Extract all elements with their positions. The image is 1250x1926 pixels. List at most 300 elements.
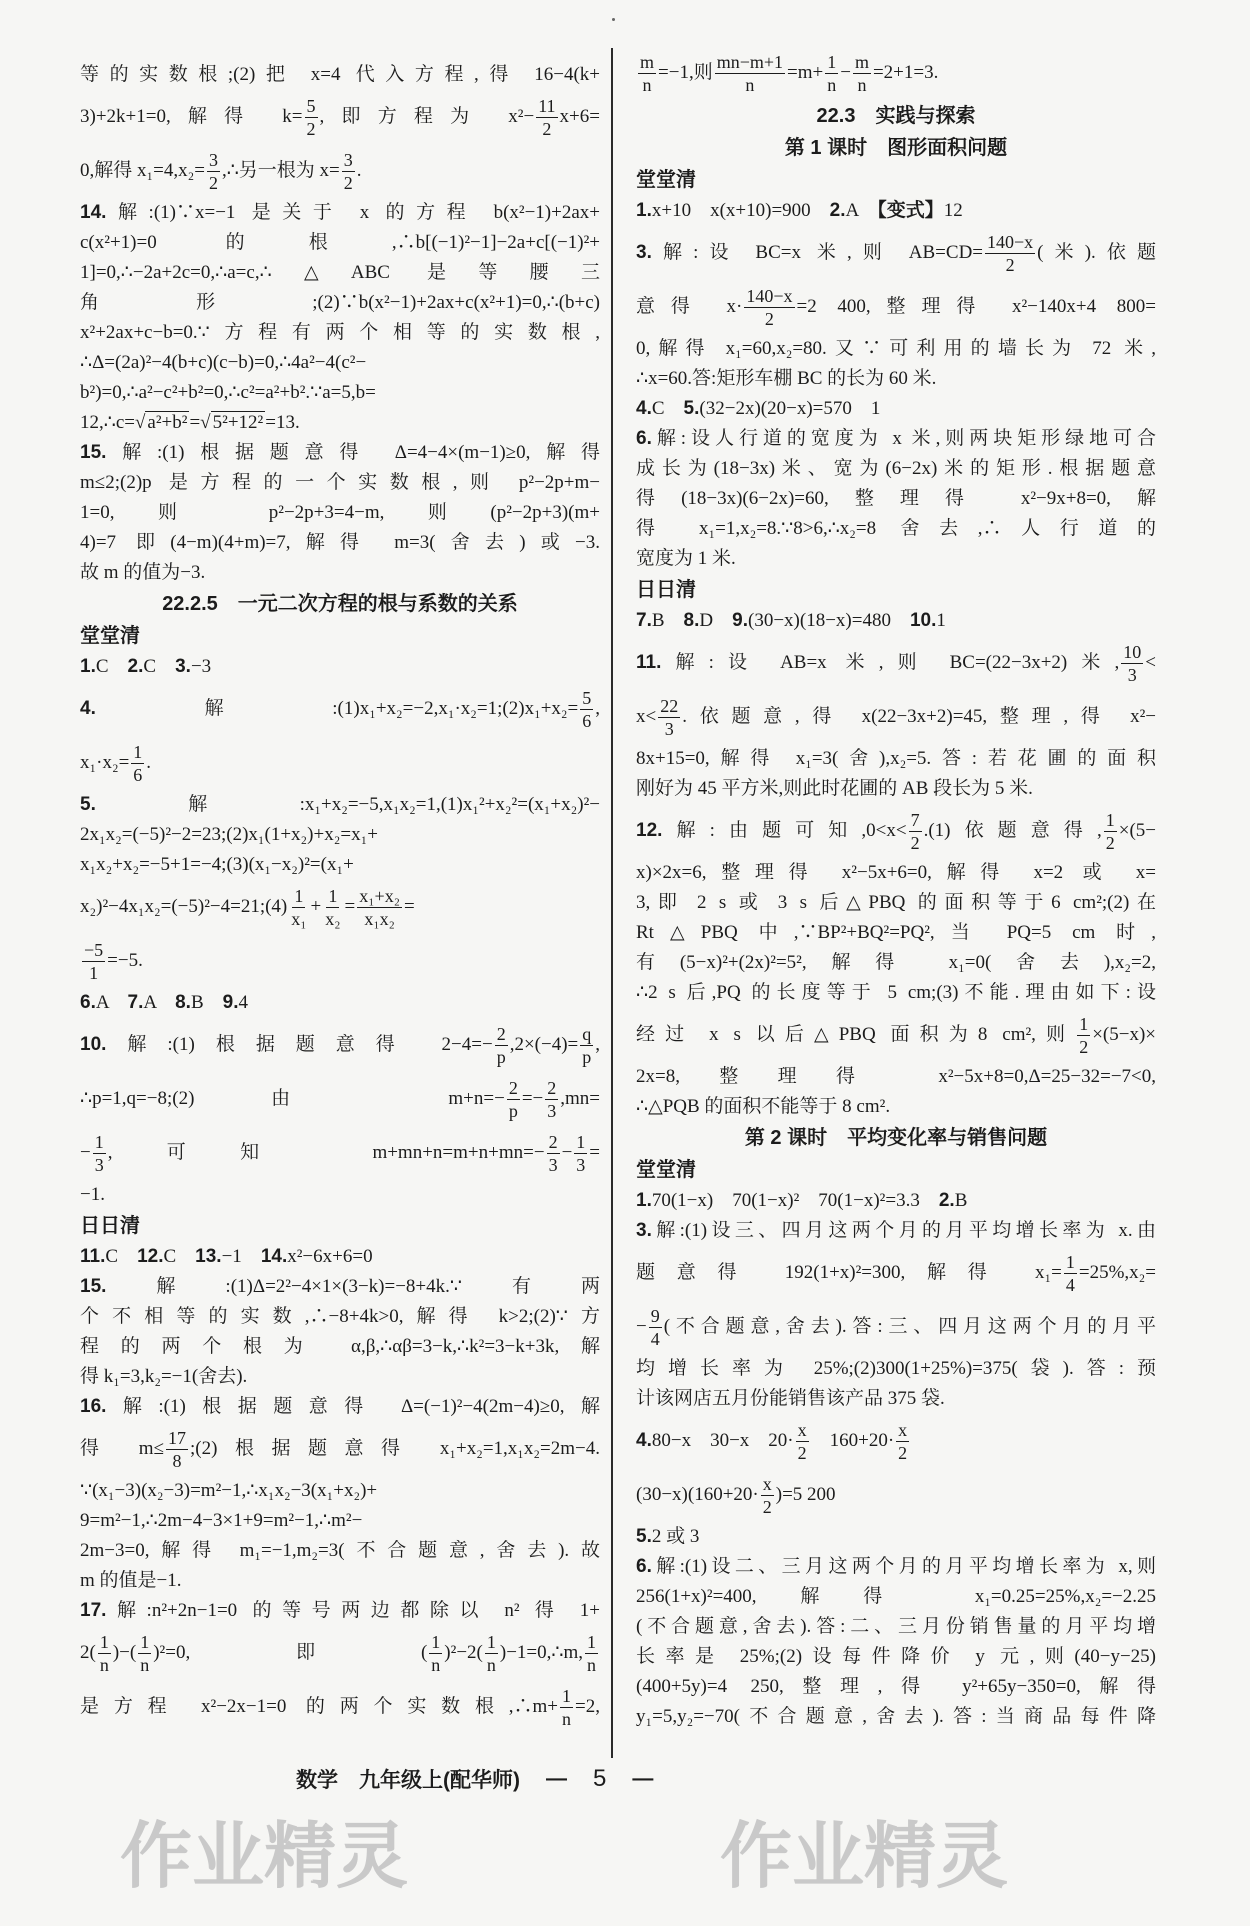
text-run: x+6= — [559, 106, 600, 127]
question-number: 3. — [175, 656, 191, 677]
fraction-numerator: 10 — [1123, 642, 1142, 663]
text-line — [636, 1522, 1156, 1552]
text-run: −3 — [190, 656, 212, 677]
text-line — [636, 1414, 1156, 1468]
text-run: 解:(1)根据题意得 Δ=4−4×(m−1)≥0,解得 — [106, 442, 600, 463]
page-footer — [296, 1764, 653, 1794]
text-line — [80, 1072, 600, 1126]
footer-dash-right: — — [632, 1767, 654, 1790]
fraction-denominator: 2 — [343, 173, 353, 194]
text-line — [80, 652, 600, 682]
fraction-denominator: 3 — [548, 1155, 558, 1176]
text-run: 题意得 192(1+x)²=300,解得 x₁= — [636, 1262, 1062, 1283]
fraction — [82, 939, 105, 984]
text-line — [636, 394, 1156, 424]
fraction-denominator: 2 — [208, 173, 218, 194]
fraction-denominator: 2 — [1005, 255, 1015, 276]
text-run: x₁·x₂= — [80, 752, 130, 773]
answer-paragraph — [80, 1018, 600, 1210]
fraction — [574, 1131, 587, 1176]
text-run: 是方程 x²−2x−1=0 的两个实数根,∴m+ — [80, 1696, 559, 1717]
fraction-denominator: 2 — [898, 1443, 908, 1464]
fraction — [495, 1023, 508, 1068]
text-run: 得 m≤ — [80, 1438, 165, 1459]
fraction-denominator: 3 — [1127, 665, 1137, 686]
answer-paragraph — [80, 652, 600, 682]
fraction — [166, 1427, 188, 1472]
question-number: 9. — [222, 992, 239, 1013]
text-run: )²=0,即( — [153, 1642, 428, 1663]
text-line — [80, 288, 600, 318]
text-run: −1 — [221, 1246, 261, 1267]
text-run: − — [840, 62, 851, 83]
text-line — [636, 1552, 1156, 1582]
text-line — [80, 528, 600, 558]
fraction-numerator: 2 — [547, 1078, 557, 1099]
answer-paragraph — [636, 606, 1156, 636]
fraction — [715, 51, 785, 96]
text-run: =2, — [575, 1696, 600, 1717]
section-heading: 22.2.5 一元二次方程的根与系数的关系 — [162, 593, 518, 615]
fraction-denominator: 6 — [582, 711, 592, 732]
text-line — [80, 1126, 600, 1180]
text-line — [636, 690, 1156, 744]
fraction-numerator: 11 — [538, 96, 556, 117]
text-line — [636, 484, 1156, 514]
fraction-numerator: 22 — [660, 696, 679, 717]
text-run: ,可知 m+mn+n=m+n+mn=− — [107, 1142, 545, 1163]
fraction-numerator: 5 — [306, 96, 316, 117]
fraction — [429, 1631, 442, 1676]
question-number: 【变式】 — [877, 200, 944, 221]
text-line — [80, 258, 600, 288]
text-run: 8x+15=0,解得 x₁=3(舍),x₂=5.答:若花圃的面积 — [636, 748, 1156, 769]
text-line — [80, 144, 600, 198]
text-run: 2x=8,整理得 x²−5x+8=0,Δ=25−32=−7<0, — [636, 1066, 1156, 1087]
answer-paragraph — [636, 1186, 1156, 1216]
text-run: (30−x)(18−x)=480 — [748, 610, 910, 631]
text-run: (32−2x)(20−x)=570 1 — [699, 398, 881, 419]
text-run: 解:(1)∵x=−1 是关于 x 的方程 b(x²−1)+2ax+ — [106, 202, 600, 223]
text-run: 计该网店五月份能销售该产品 375 袋. — [636, 1388, 945, 1409]
text-run: m 的值是−1. — [80, 1570, 182, 1591]
fraction — [305, 95, 318, 140]
text-line — [80, 1626, 600, 1680]
text-run: x₂)²−4x₁x₂=(−5)²−4=21;(4) — [80, 896, 288, 917]
text-run: x+10 x(x+10)=900 — [651, 200, 830, 221]
text-line — [80, 1362, 600, 1392]
question-number: 17. — [80, 1600, 107, 1621]
text-run: =−5. — [107, 950, 143, 971]
text-run: ,mn= — [560, 1088, 600, 1109]
fraction-denominator: 4 — [1065, 1275, 1075, 1296]
text-line — [636, 636, 1156, 690]
text-run: ,∴另一根为 x= — [221, 160, 340, 181]
text-run: C — [95, 656, 128, 677]
section-heading: 第 1 课时 图形面积问题 — [784, 137, 1008, 159]
text-run: 宽度为 1 米. — [636, 548, 736, 569]
text-run: C — [651, 398, 684, 419]
fraction — [560, 1685, 573, 1730]
answer-paragraph — [80, 1272, 600, 1392]
text-run: 个不相等的实数,∴−8+4k>0,解得 k>2;(2)∵方 — [80, 1306, 600, 1327]
text-line — [636, 1384, 1156, 1414]
text-run: + — [310, 896, 322, 917]
fraction-numerator: 1 — [1065, 1252, 1075, 1273]
text-run: x₁x₂+x₂=−5+1=−4;(3)(x₁−x₂)²=(x₁+ — [80, 854, 354, 875]
text-run: x²−6x+6=0 — [287, 1246, 373, 1267]
fraction-numerator: 2 — [496, 1024, 506, 1045]
fraction-numerator: 1 — [576, 1132, 586, 1153]
text-line — [636, 226, 1156, 280]
text-run: 刚好为 45 平方米,则此时花圃的 AB 段长为 5 米. — [636, 778, 1033, 799]
question-number: 6. — [636, 1556, 652, 1577]
text-run: ;(2)根据题意得 x₁+x₂=1,x₁x₂=2m−4. — [190, 1438, 600, 1459]
question-number: 1. — [636, 200, 652, 221]
text-run: ∴2 s 后,PQ 的长度等于 5 cm;(3)不能.理由如下:设 — [636, 982, 1156, 1003]
text-run: 经过 x s 以后△PBQ 面积为8 cm²,则 — [636, 1024, 1076, 1045]
fraction-denominator: n — [431, 1655, 441, 1676]
text-run: −1. — [80, 1184, 105, 1205]
fraction — [342, 149, 355, 194]
text-line — [80, 1476, 600, 1506]
text-line — [80, 880, 600, 934]
text-run: =m+ — [787, 62, 824, 83]
text-line — [80, 198, 600, 228]
text-run: ∴x=60.答:矩形车棚 BC 的长为 60 米. — [636, 368, 937, 389]
text-run: )²−2( — [444, 1642, 483, 1663]
text-run: , — [595, 1034, 600, 1055]
fraction-denominator: 2 — [542, 119, 552, 140]
text-run: 解:(1)x₁+x₂=−2,x₁·x₂=1;(2)x₁+x₂= — [95, 698, 579, 719]
question-number: 15. — [80, 442, 107, 463]
fraction — [1077, 1013, 1090, 1058]
text-run: 3,即 2 s 或 3 s 后△PBQ 的面积等于6 cm²;(2)在 — [636, 892, 1156, 913]
text-run: 0,解得 x₁=4,x₂= — [80, 160, 205, 181]
answer-paragraph — [636, 636, 1156, 804]
text-run: =2+1=3. — [872, 62, 939, 83]
fraction-numerator: 140−x — [746, 286, 793, 307]
text-line — [80, 1302, 600, 1332]
question-number: 10. — [80, 1034, 107, 1055]
fraction-numerator: 7 — [910, 810, 920, 831]
text-line — [80, 820, 600, 850]
question-number: 10. — [909, 610, 937, 631]
answer-paragraph — [636, 1216, 1156, 1414]
question-number: 5. — [683, 398, 700, 419]
text-run: 12,∴c=√ — [80, 412, 146, 433]
fraction-numerator: 9 — [650, 1306, 660, 1327]
text-run: A — [845, 200, 878, 221]
fraction-denominator: p — [496, 1047, 506, 1068]
fraction-numerator: 1 — [562, 1686, 572, 1707]
fraction-numerator: x — [797, 1420, 807, 1441]
text-run: y₁=5,y₂=−70(不合题意,舍去).答:当商品每件降 — [636, 1706, 1156, 1727]
text-run: 1 — [936, 610, 946, 631]
fraction-numerator: 3 — [208, 150, 218, 171]
question-number: 3. — [636, 1220, 652, 1241]
text-line — [636, 424, 1156, 454]
text-line — [636, 774, 1156, 804]
fraction — [580, 687, 593, 732]
answer-paragraph — [636, 226, 1156, 394]
footer-subject: 数学 九年级上(配华师) — [296, 1769, 520, 1792]
fraction-denominator: x₂ — [325, 909, 341, 930]
text-line — [636, 1246, 1156, 1300]
text-run: (不合题意,舍去).答:三、四月这两个月的月平 — [663, 1316, 1156, 1337]
text-run: (400+5y)=4 250,整理,得 y²+65y−350=0,解得 — [636, 1676, 1156, 1697]
text-run: B — [190, 992, 223, 1013]
answer-paragraph — [80, 988, 600, 1018]
text-run: A — [95, 992, 128, 1013]
fraction — [825, 51, 838, 96]
fraction-denominator: 1 — [89, 963, 99, 984]
text-run: . — [356, 160, 362, 181]
fraction-numerator: mn−m+1 — [716, 52, 784, 73]
fraction — [985, 231, 1035, 276]
text-run: 故 m 的值为−3. — [80, 562, 206, 583]
text-line — [636, 1354, 1156, 1384]
text-run: ∴Δ=(2a)²−4(b+c)(c−b)=0,∴4a²−4(c²− — [80, 352, 367, 373]
answer-paragraph — [80, 1392, 600, 1596]
fraction-numerator: m — [640, 52, 655, 73]
fraction-numerator: m — [854, 52, 869, 73]
text-line — [636, 1062, 1156, 1092]
answer-paragraph — [80, 790, 600, 988]
answer-paragraph — [80, 60, 600, 198]
question-number: 6. — [636, 428, 652, 449]
fraction — [98, 1631, 111, 1676]
text-run: 解:(1)设二、三月这两个月的月平均增长率为 x,则 — [651, 1556, 1156, 1577]
text-line — [636, 1702, 1156, 1732]
text-run: 解:由题可知,0<x< — [662, 820, 907, 841]
question-number: 4. — [80, 698, 96, 719]
fraction — [507, 1077, 520, 1122]
text-run: B — [954, 1190, 968, 1211]
fraction — [1104, 809, 1117, 854]
text-run: 解:x₁+x₂=−5,x₁x₂=1,(1)x₁²+x₂²=(x₁+x₂)²− — [95, 794, 600, 815]
fraction-numerator: 140−x — [987, 232, 1034, 253]
answer-paragraph — [80, 682, 600, 790]
fraction-numerator: 1 — [827, 52, 837, 73]
fraction-numerator: 1 — [94, 1132, 104, 1153]
question-number: 6. — [80, 992, 96, 1013]
text-line — [80, 468, 600, 498]
text-run: )=5 200 — [775, 1484, 836, 1505]
question-number: 12. — [137, 1246, 164, 1267]
text-line — [636, 514, 1156, 544]
text-run: =2 400,整理得 x²−140x+4 800= — [796, 296, 1156, 317]
footer-dash-left: — — [546, 1767, 567, 1790]
text-run: . — [146, 752, 152, 773]
fraction-denominator: n — [827, 75, 837, 96]
text-run: ×(5−x)× — [1092, 1024, 1156, 1045]
question-number: 1. — [636, 1190, 652, 1211]
text-line — [636, 606, 1156, 636]
subsection-label: 日日清 — [80, 1215, 140, 1237]
text-run: 角形;(2)∵b(x²−1)+2ax+c(x²+1)=0,∴(b+c) — [80, 292, 600, 313]
fraction-numerator: 5 — [582, 688, 592, 709]
right-column — [636, 46, 1156, 1732]
text-line — [80, 1018, 600, 1072]
text-run: (不合题意,舍去).答:二、三月份销售量的月平均增 — [636, 1616, 1156, 1637]
text-run: A — [143, 992, 176, 1013]
fraction-numerator: x₁+x₂ — [359, 886, 400, 907]
text-line — [636, 1092, 1156, 1122]
text-run: 长率是 25%;(2)设每件降价 y 元,则(40−y−25) — [636, 1646, 1156, 1667]
text-line — [80, 348, 600, 378]
text-line — [80, 1596, 600, 1626]
answer-paragraph — [636, 1552, 1156, 1732]
answer-paragraph — [636, 1522, 1156, 1552]
fraction — [207, 149, 220, 194]
text-line — [636, 744, 1156, 774]
text-line — [80, 1272, 600, 1302]
fraction-denominator: n — [562, 1709, 572, 1730]
text-line — [636, 918, 1156, 948]
text-line — [636, 1186, 1156, 1216]
answer-paragraph — [636, 394, 1156, 424]
fraction-denominator: x₁ — [291, 909, 307, 930]
answer-paragraph — [80, 198, 600, 438]
text-run: b²)=0,∴a²−c²+b²=0,∴c²=a²+b².∵a=5,b= — [80, 382, 376, 403]
text-run: )−( — [112, 1642, 137, 1663]
fraction-numerator: 1 — [140, 1632, 150, 1653]
question-number: 2. — [938, 1190, 955, 1211]
section-heading: 第 2 课时 平均变化率与销售问题 — [744, 1127, 1048, 1149]
text-run: C — [143, 656, 176, 677]
text-run: Rt△PBQ 中,∵BP²+BQ²=PQ²,当 PQ=5 cm 时, — [636, 922, 1156, 943]
text-run: m≤2;(2)p 是方程的一个实数根,则 p²−2p+m− — [80, 472, 600, 493]
text-line — [80, 1422, 600, 1476]
subsection-label: 堂堂清 — [636, 169, 696, 191]
text-run: 2x₁x₂=(−5)²−2=23;(2)x₁(1+x₂)+x₂=x₁+ — [80, 824, 378, 845]
text-line — [80, 1180, 600, 1210]
text-run: =√ — [189, 412, 211, 433]
answer-paragraph — [80, 1596, 600, 1734]
fraction-numerator: 1 — [99, 1632, 109, 1653]
fraction — [796, 1419, 809, 1464]
text-line — [80, 736, 600, 790]
answer-paragraph — [636, 1468, 1156, 1522]
text-run: 成长为(18−3x)米、宽为(6−2x)米的矩形.根据题意 — [636, 458, 1156, 479]
text-run: ∴p=1,q=−8;(2)由 m+n=− — [80, 1088, 505, 1109]
text-run: 2m−3=0,解得 m₁=−1,m₂=3(不合题意,舍去).故 — [80, 1540, 600, 1561]
fraction — [536, 95, 557, 140]
page-number: 5 — [593, 1765, 607, 1792]
text-line — [636, 1216, 1156, 1246]
text-run: , — [595, 698, 600, 719]
text-line — [80, 988, 600, 1018]
question-number: 2. — [829, 200, 846, 221]
fraction-numerator: 2 — [508, 1078, 518, 1099]
text-run: 256(1+x)²=400,解得 x₁=0.25=25%,x₂=−2.25 — [636, 1586, 1156, 1607]
fraction-numerator: x — [898, 1420, 908, 1441]
text-run: 解:(1)Δ=2²−4×1×(3−k)=−8+4k.∵有两 — [106, 1276, 600, 1297]
text-line — [636, 1672, 1156, 1702]
text-run: c(x²+1)=0 的根,∴b[(−1)²−1]−2a+c[(−1)²+ — [80, 232, 600, 253]
fraction-denominator: n — [857, 75, 867, 96]
text-run: .(1)依题意得, — [923, 820, 1102, 841]
text-run: 2( — [80, 1642, 96, 1663]
fraction-numerator: 1 — [1079, 1014, 1089, 1035]
text-run: = — [344, 896, 356, 917]
text-line — [80, 850, 600, 880]
text-run: =25%,x₂= — [1078, 1262, 1156, 1283]
answer-paragraph — [636, 1414, 1156, 1468]
text-run: x)×2x=6,整理得 x²−5x+6=0,解得 x=2 或 x= — [636, 862, 1156, 883]
question-number: 12. — [636, 820, 663, 841]
text-line — [80, 228, 600, 258]
sqrt-radicand: a²+b² — [147, 412, 188, 433]
text-line — [636, 364, 1156, 394]
text-run: )−1=0,∴m, — [499, 1642, 583, 1663]
text-line — [80, 1680, 600, 1734]
text-line — [636, 978, 1156, 1008]
answer-paragraph — [636, 46, 1156, 100]
text-line — [636, 544, 1156, 574]
text-run: 70(1−x) 70(1−x)² 70(1−x)²=3.3 — [651, 1190, 939, 1211]
text-line — [80, 558, 600, 588]
fraction-numerator: 1 — [486, 1632, 496, 1653]
fraction-numerator: x — [762, 1474, 772, 1495]
fraction-denominator: 2 — [306, 119, 316, 140]
fraction-denominator: n — [140, 1655, 150, 1676]
text-run: 1]=0,∴−2a+2c=0,∴a=c,∴△ABC 是等腰三 — [80, 262, 600, 283]
fraction — [289, 885, 308, 930]
text-line — [80, 1392, 600, 1422]
left-column — [80, 60, 600, 1734]
column-divider — [611, 48, 613, 1758]
text-run: 1=0,则 p²−2p+3=4−m,则(p²−2p+3)(m+ — [80, 502, 600, 523]
question-number: 7. — [636, 610, 652, 631]
text-run: 得 k₁=3,k₂=−1(舍去). — [80, 1366, 248, 1387]
text-line — [636, 196, 1156, 226]
subsection-label: 堂堂清 — [80, 625, 140, 647]
text-run: ,2×(−4)= — [509, 1034, 579, 1055]
text-line — [636, 1468, 1156, 1522]
fraction — [744, 285, 794, 330]
text-run: C — [163, 1246, 196, 1267]
fraction — [853, 51, 871, 96]
fraction-denominator: 2 — [762, 1497, 772, 1518]
text-line — [80, 1332, 600, 1362]
fraction-denominator: 3 — [576, 1155, 586, 1176]
fraction — [485, 1631, 498, 1676]
question-number: 13. — [195, 1246, 222, 1267]
text-run: 0,解得 x₁=60,x₂=80.又∵可利用的墙长为 72 米, — [636, 338, 1156, 359]
fraction-numerator: 17 — [168, 1428, 187, 1449]
fraction-denominator: p — [582, 1047, 592, 1068]
text-line — [636, 454, 1156, 484]
text-line — [636, 1300, 1156, 1354]
text-line — [80, 682, 600, 736]
text-line — [636, 334, 1156, 364]
fraction-numerator: 1 — [294, 886, 304, 907]
question-number: 5. — [80, 794, 96, 815]
text-run: ∵(x₁−3)(x₂−3)=m²−1,∴x₁x₂−3(x₁+x₂)+ — [80, 1480, 378, 1501]
fraction — [658, 695, 680, 740]
text-run: =− — [521, 1088, 544, 1109]
text-run: 80−x 30−x 20· — [651, 1430, 794, 1451]
fraction-denominator: 2 — [910, 833, 920, 854]
text-run: = — [403, 896, 415, 917]
fraction — [585, 1631, 598, 1676]
fraction-denominator: n — [587, 1655, 596, 1676]
text-run: .依题意,得 x(22−3x+2)=45,整理,得 x²− — [682, 706, 1156, 727]
fraction-denominator: p — [508, 1101, 518, 1122]
text-line — [80, 934, 600, 988]
